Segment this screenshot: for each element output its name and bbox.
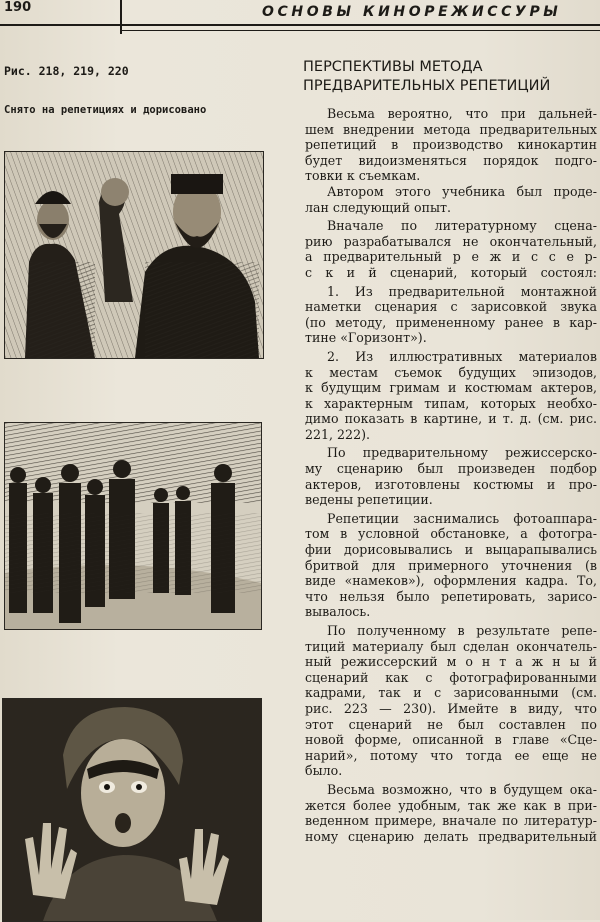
text-line: к будущим гримам и костюмам актеров, <box>305 380 597 396</box>
text-line: Весьма вероятно, что при дальней- <box>327 106 597 121</box>
text-line: димо показать в картине, и т. д. (см. рис. <box>305 411 597 427</box>
text-line: Репетиции заснимались фотоаппара- <box>327 510 597 526</box>
header-rule <box>0 24 600 26</box>
text-line: что нельзя было репетировать, зарисо- <box>305 588 597 604</box>
text-line: шем внедрении метода предварительных <box>305 121 597 137</box>
text-line: наметки сценария с зарисовкой звука <box>305 299 597 315</box>
text-line: рис. 223 — 230). Имейте в виду, что <box>305 700 597 716</box>
text-line: к характерным типам, которых необхо- <box>305 395 597 411</box>
text-line: кадрами, так и с зарисованными (см. <box>305 685 597 701</box>
text-line: актеров, изготовлены костюмы и про- <box>305 476 597 492</box>
text-line: будет видоизменяться порядок подго- <box>305 152 597 168</box>
illustration-frightened-man <box>2 698 262 922</box>
illustration-two-soldiers <box>4 151 264 359</box>
text-line: По полученному в результате репе- <box>327 623 597 638</box>
text-line: товки к съемкам. <box>305 168 421 184</box>
text-line: тиций материалу был сделан окончатель- <box>305 638 597 654</box>
text-line: му сценарию был произведен подбор <box>305 461 597 477</box>
text-line: лан следующий опыт. <box>305 199 452 215</box>
text-line: рию разрабатывался не окончательный, <box>305 233 597 249</box>
header-rule-thin <box>122 30 600 31</box>
text-line: 221, 222). <box>305 426 370 442</box>
text-line: а предварительный р е ж и с с е р- <box>305 249 597 265</box>
text-line: ный режиссерский м о н т а ж н ы й <box>305 654 597 670</box>
text-line: новой форме, описанной в главе «Сце- <box>305 732 597 748</box>
text-line: бритвой для примерного уточнения (в <box>305 557 597 573</box>
text-line: фии дорисовывались и выцарапывались <box>305 542 597 558</box>
section-title <box>303 58 593 96</box>
text-line: веденном примере, вначале по литератур- <box>305 813 597 829</box>
text-line: ведены репетиции. <box>305 492 433 508</box>
text-line: По предварительному режиссерско- <box>327 445 597 461</box>
text-line: виде «намеков»), оформления кадра. То, <box>305 573 597 589</box>
illustration-soldiers-in-forest <box>4 422 262 630</box>
text-line: было. <box>305 763 343 779</box>
text-line: Весьма возможно, что в будущем ока- <box>327 781 597 797</box>
section-title-line-1: ПЕРСПЕКТИВЫ МЕТОДА <box>303 59 483 75</box>
running-title: ОСНОВЫ КИНОРЕЖИССУРЫ <box>262 4 562 20</box>
section-title-line-2: ПРЕДВАРИТЕЛЬНЫХ РЕПЕТИЦИЙ <box>303 78 551 94</box>
text-line: жется более удобным, так же как в при- <box>305 797 597 813</box>
header-vertical-rule <box>120 0 122 34</box>
text-line: сценарий как с фотографированными <box>305 669 597 685</box>
text-line: Автором этого учебника был проде- <box>327 183 597 199</box>
figure-reference: Рис. 218, 219, 220 <box>4 64 129 78</box>
text-line: этот сценарий не был составлен по <box>305 716 597 732</box>
body-text <box>305 106 597 844</box>
text-line: том в условной обстановке, а фотогра- <box>305 526 597 542</box>
text-line: 2. Из иллюстративных материалов <box>327 348 597 364</box>
text-line: 1. Из предварительной монтажной <box>327 283 597 299</box>
text-line: вывалось. <box>305 604 371 620</box>
text-line: к местам съемок будущих эпизодов, <box>305 364 597 380</box>
figure-caption: Снято на репетициях и дорисовано <box>4 104 207 116</box>
text-line: репетиций в производство кинокартин <box>305 137 597 153</box>
text-line: нарий», потому что тогда ее еще не <box>305 747 597 763</box>
text-line: Вначале по литературному сцена- <box>327 218 597 234</box>
text-line: ному сценарию делать предварительный <box>305 828 597 844</box>
text-line: (по методу, примененному ранее в кар- <box>305 314 597 330</box>
text-line: с к и й сценарий, который состоял: <box>305 264 597 280</box>
page-number: 190 <box>4 0 32 15</box>
text-line: тине «Горизонт»). <box>305 330 427 346</box>
